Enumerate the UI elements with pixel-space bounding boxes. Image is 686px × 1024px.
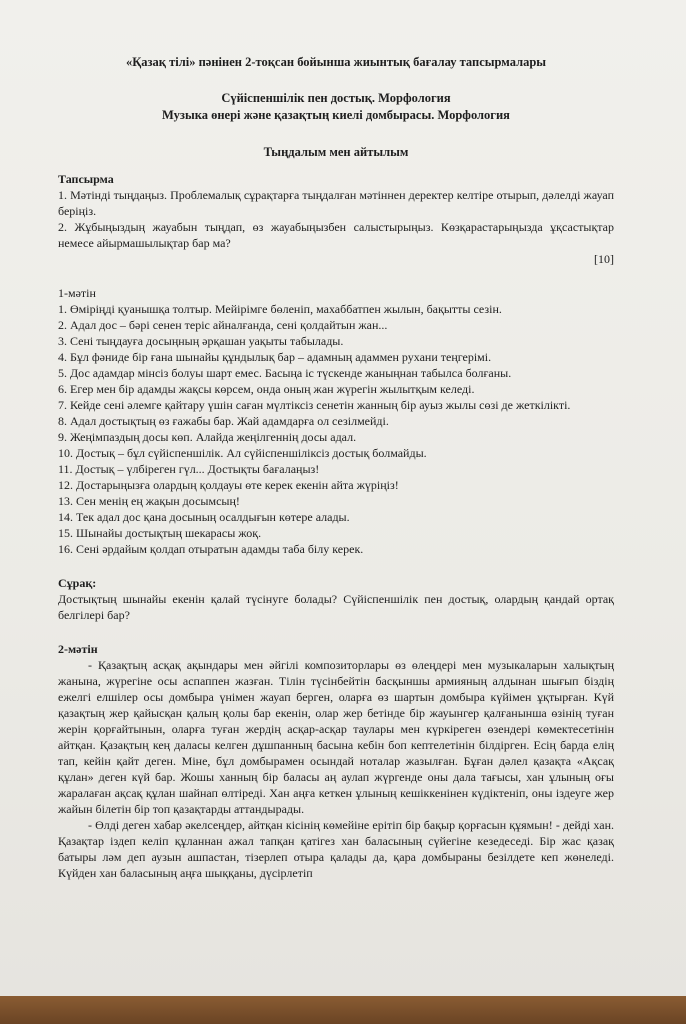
document-content (58, 50, 614, 881)
list-item: 5. Дос адамдар мінсіз болуы шарт емес. Басыңа іс түскенде жаныңнан табылса болғаны. (58, 366, 512, 380)
list-item: 2. Адал дос – бәрі сенен теріс айналғанда, сені қолдайтын жан... (58, 318, 388, 332)
question-text: Достықтың шынайы екенін қалай түсінуге болады? Сүйіспеншілік пен достық, олардың қандай ортақ белгілері бар? (58, 592, 614, 622)
list-item: 1. Өміріңді қуанышқа толтыр. Мейірімге бөленіп, махаббатпен жылын, бақытты сезін. (58, 302, 502, 316)
question-label: Сұрақ: (58, 576, 97, 590)
task-label: Тапсырма (58, 172, 114, 186)
list-item: 12. Достарыңызға олардың қолдауы өте керек екенін айта жүріңіз! (58, 478, 399, 492)
list-item: 15. Шынайы достықтың шекарасы жоқ. (58, 526, 262, 540)
text1-label: 1-мәтін (58, 286, 96, 300)
list-item: 16. Сені әрдайым қолдап отыратын адамды таба білу керек. (58, 542, 364, 556)
list-item: 3. Сені тыңдауға досыңның әрқашан уақыты табылады. (58, 334, 344, 348)
list-item: 6. Егер мен бір адамды жақсы көрсем, онда оның жан жүрегін жылытқым келеді. (58, 382, 475, 396)
subtitle-friendship: Сүйіспеншілік пен достық. Морфология (221, 91, 451, 105)
list-item: 10. Достық – бұл сүйіспеншілік. Ал сүйіспеншіліксіз достық болмайды. (58, 446, 427, 460)
section-heading: Тыңдалым мен айтылым (263, 145, 409, 159)
text2-label: 2-мәтін (58, 642, 98, 656)
text1-list (58, 301, 614, 557)
list-item: 9. Жеңімпаздың досы көп. Алайда жеңілгеннің досы адал. (58, 430, 357, 444)
score-mark: [10] (594, 252, 614, 266)
task-item-2: 2. Жұбыңыздың жауабын тыңдап, өз жауабыңызбен салыстырыңыз. Көзқарастарыңызда ұқсастықтар немесе айырмашылықтар бар ма? (58, 220, 614, 250)
list-item: 4. Бұл фәниде бір ғана шынайы құндылық бар – адамның адаммен рухани теңгерімі. (58, 350, 492, 364)
list-item: 11. Достық – үлбіреген гүл... Достықты бағалаңыз! (58, 462, 320, 476)
list-item: 8. Адал достықтың өз ғажабы бар. Жай адамдарға ол сезілмейді. (58, 414, 389, 428)
list-item: 14. Тек адал дос қана досының осалдығын көтере алады. (58, 510, 350, 524)
text2-paragraph-2: - Өлді деген хабар әкелсеңдер, айтқан кісінің көмейіне ерітіп бір бақыр қорғасын құямын! - дейді хан. Қазақтар іздеп келіп құланнан ажал тапқан қатігез хан баласының сүйегіне кезедеседі. Бір жас қазақ батыры ләм деп аузын ашпастан, тізерлеп отыра қалады да, қара домбыраны безілдете кеп жөнеледі. Күйден хан баласының аңға шыққаны, дүсірлетіп (58, 818, 614, 880)
list-item: 13. Сен менің ең жақын досымсың! (58, 494, 240, 508)
document-title: «Қазақ тілі» пәнінен 2-тоқсан бойынша жиынтық бағалау тапсырмалары (125, 55, 547, 69)
task-item-1: 1. Мәтінді тыңдаңыз. Проблемалық сұрақтарға тыңдалған мәтіннен деректер келтіре отырып, дәлелді жауап беріңіз. (58, 188, 614, 218)
wooden-table-edge (0, 996, 686, 1024)
subtitle-music: Музыка өнері және қазақтың киелі домбырасы. Морфология (162, 108, 510, 122)
text2-paragraph-1: - Қазақтың асқақ ақындары мен әйгілі композиторлары өз өлеңдері мен музыкаларын халықтың жанына, жүрегіне осы аспаппен жазған. Тілін түсінбейтін басқыншы армияның алдынан шығып біздің ежелгі елшілер осы домбыра үнімен жауап берген, оларға өз шартын домбыра күйімен ұқтырған. Күй қазақтың жер қайысқан қалың қолы бар екенін, олар жер бетінде бір жауынгер қалғанынша өзінің туған жерін қорғайтынын, оларға туған жердің асқар-асқар таулары мен күркіреген өзендері көмектесетінін айтқан. Қазақтың кең даласы келген дұшпанның басына кебін боп кептелетінін білдірген. Есің барда елің тап, кейін қайт деген. Міне, бұл домбырамен осындай ноталар жазылған. Бұған дәлел қазақта «Ақсақ құлан» деген күй бар. Жошы ханның бір баласы аң аулап жүргенде оны дала тағысы, хан ұлының оғы жаралаған ақсақ құлан шайнап өлтіреді. Хан аңға кеткен ұлының кешіккенінен күдіктеніп, оны іздеуге жер жайын білетін бір топ қазақтарды аттандырады. (58, 658, 614, 816)
list-item: 7. Кейде сені әлемге қайтару үшін саған мүлтіксіз сенетін жанның бір ауыз жылы сөзі де жеткілікті. (58, 398, 571, 412)
